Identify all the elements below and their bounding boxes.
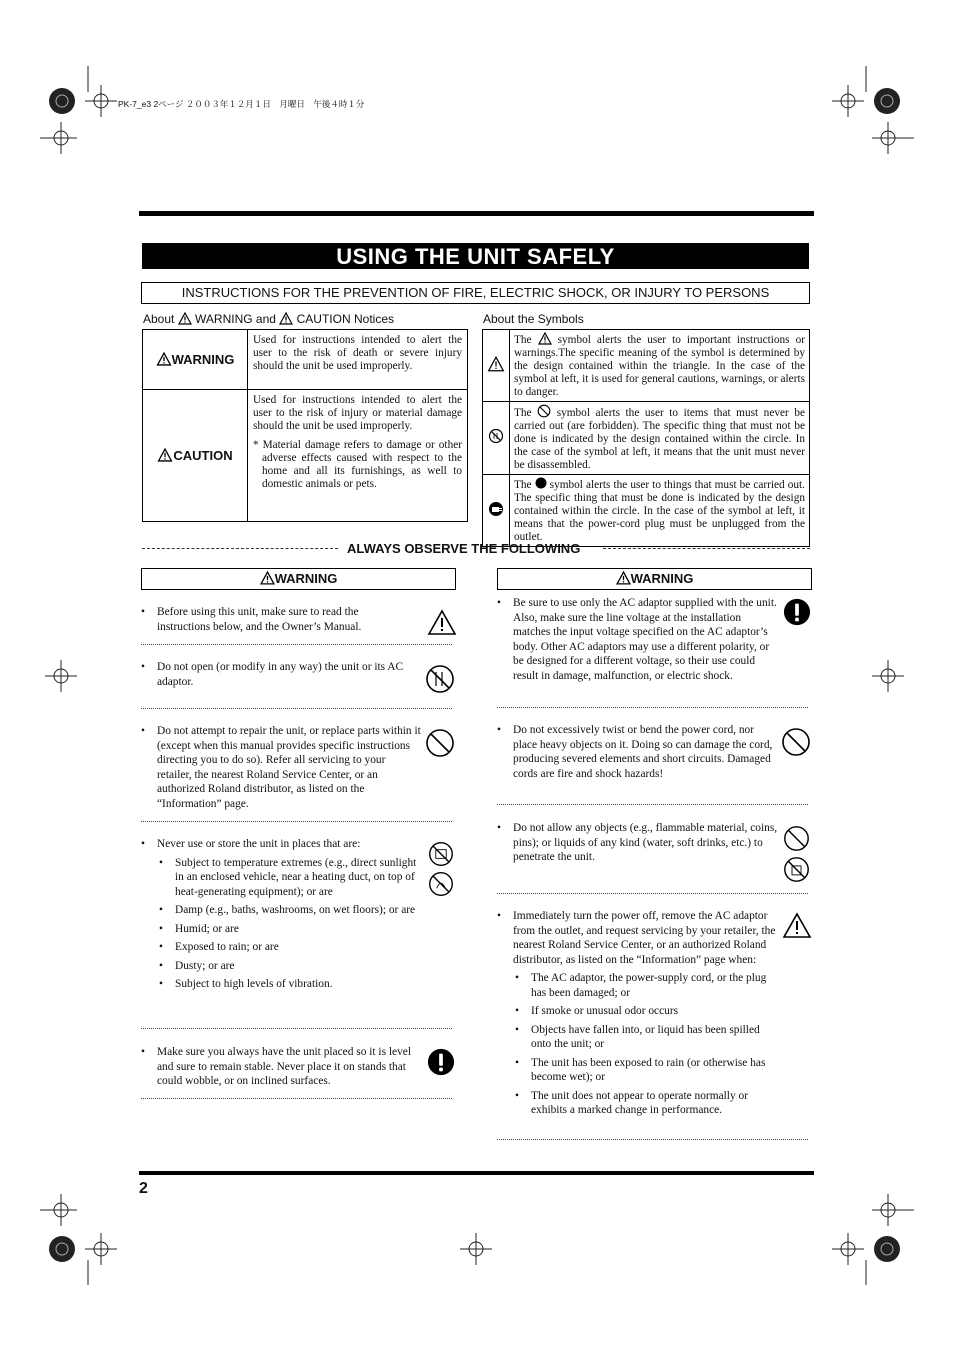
right-item-4 xyxy=(497,909,779,1118)
warning-label-cell xyxy=(143,330,248,390)
symbol-row-2-text xyxy=(510,402,810,475)
right-sub-item xyxy=(515,971,779,1000)
right-item-4-text: Immediately turn the power off, remove the AC adaptor from the outlet, and request servicing by your retailer, the nearest Roland Service Center, or an authorized Roland distributor, as listed on the “Information” page when: xyxy=(513,910,776,966)
caution-triangle-icon xyxy=(427,608,457,638)
prohibited-icon xyxy=(783,825,810,852)
bullet: • xyxy=(515,1005,519,1017)
left-sub-item-text: Dusty; or are xyxy=(175,959,235,972)
mandatory-icon xyxy=(427,1048,455,1076)
notices-heading-about: About xyxy=(143,312,175,326)
left-warning-label: WARNING xyxy=(274,571,338,586)
symbols-table xyxy=(482,329,810,547)
separator xyxy=(141,1028,452,1029)
separator xyxy=(141,1098,452,1099)
left-sub-item-text: Exposed to rain; or are xyxy=(175,941,279,953)
right-item-2-text: Do not excessively twist or bend the power cord, nor place heavy objects on it. Doing so can damage the cord, producing severed elements and short circuits. Damaged cords are fire and shock hazards! xyxy=(513,724,773,780)
left-item-4-text: Never use or store the unit in places that are: xyxy=(157,838,361,850)
job-line: PK-7_e3 2ページ ２００３年１２月１日 月曜日 午後４時１分 xyxy=(118,99,365,109)
right-item-3 xyxy=(497,821,779,865)
left-sub-item-text: Subject to temperature extremes (e.g., direct sunlight in an enclosed vehicle, near a heating duct, on top of heat-generating equipment); or are xyxy=(175,856,417,898)
triangle-icon xyxy=(157,448,173,462)
triangle-icon xyxy=(487,356,505,372)
right-item-1 xyxy=(497,596,779,683)
left-item-3 xyxy=(141,724,421,811)
bullet: • xyxy=(497,597,501,609)
notices-heading-mid: WARNING and xyxy=(195,312,276,326)
bullet: • xyxy=(515,1023,519,1036)
symbol-row-2-pre: The xyxy=(514,407,532,419)
triangle-icon xyxy=(616,571,631,585)
always-observe-heading: ALWAYS OBSERVE THE FOLLOWING xyxy=(347,541,581,556)
caution-label: CAUTION xyxy=(173,447,233,463)
separator xyxy=(497,1139,808,1140)
page-subtitle: INSTRUCTIONS FOR THE PREVENTION OF FIRE, ELECTRIC SHOCK, OR INJURY TO PERSONS xyxy=(141,282,810,304)
no-water-icon xyxy=(428,871,454,897)
right-sub-item-text: The unit does not appear to operate normally or exhibits a marked change in performance. xyxy=(531,1089,748,1116)
bullet: • xyxy=(159,959,163,972)
left-item-3-text: Do not attempt to repair the unit, or replace parts within it (except when this manual provides specific instructions directing you to do so). Refer all servicing to your retailer, the nearest Roland Service Center, or an authorized Roland distributor, as listed on the “Information” page. xyxy=(157,725,421,810)
prohibited-icon xyxy=(425,728,455,758)
symbol-row-1-pre: The xyxy=(514,334,532,346)
triangle-icon xyxy=(178,312,192,325)
right-sub-item xyxy=(515,1089,779,1118)
page-title: USING THE UNIT SAFELY xyxy=(142,243,809,269)
caution-cell xyxy=(248,390,468,522)
caution-description: Used for instructions intended to alert the user to the risk of injury or material damage should the unit be used improperly. xyxy=(253,394,462,432)
no-heat-icon xyxy=(428,841,454,867)
bottom-rule xyxy=(139,1171,814,1175)
right-warning-heading xyxy=(497,568,812,590)
separator xyxy=(141,708,452,709)
bullet: • xyxy=(159,856,163,869)
bullet: • xyxy=(515,1056,519,1069)
top-rule xyxy=(139,211,814,216)
right-item-2 xyxy=(497,723,779,781)
right-item-1-text: Be sure to use only the AC adaptor supplied with the unit. Also, make sure the line voltage at the installation matches the input voltage specified on the AC adaptor’s body. Other AC adaptors may use a different polarity, or be designed for a different voltage, so their use could result in damage, malfunction, or electric shock. xyxy=(513,597,777,682)
symbol-row-2-description: symbol alerts the user to items that must never be carried out (are forbidden). The specific thing that must not be done is indicated by the design contained within the circle. In the case of the symbol at left, it means that the unit must never be disassembled. xyxy=(514,407,805,471)
bullet: • xyxy=(497,822,501,834)
left-sub-item xyxy=(159,903,421,918)
separator xyxy=(497,893,808,894)
left-sub-item xyxy=(159,959,421,974)
page-number: 2 xyxy=(139,1180,148,1197)
prohibited-icon xyxy=(537,404,551,418)
right-sub-item-text: If smoke or unusual odor occurs xyxy=(531,1005,679,1017)
bullet: • xyxy=(159,904,163,916)
symbols-heading: About the Symbols xyxy=(483,312,584,326)
bullet: • xyxy=(159,941,163,953)
bullet: • xyxy=(159,922,163,935)
bullet: • xyxy=(497,910,501,922)
left-item-4 xyxy=(141,837,421,992)
bullet: • xyxy=(159,978,163,990)
warning-description: Used for instructions intended to alert the user to the risk of death or severe injury should the unit be used improperly. xyxy=(248,330,468,390)
bullet: • xyxy=(141,661,145,673)
mandatory-icon xyxy=(783,598,811,626)
filled-circle-icon xyxy=(535,477,547,489)
triangle-icon xyxy=(279,312,293,325)
right-sub-item-text: Objects have fallen into, or liquid has been spilled onto the unit; or xyxy=(531,1023,760,1050)
caution-triangle-icon xyxy=(782,911,812,941)
left-item-5 xyxy=(141,1045,421,1089)
warning-label: WARNING xyxy=(171,351,235,367)
triangle-icon xyxy=(156,352,172,366)
left-item-2-text: Do not open (or modify in any way) the unit or its AC adaptor. xyxy=(157,661,404,688)
no-disassemble-icon xyxy=(488,428,504,444)
left-warning-heading xyxy=(141,568,456,590)
bullet: • xyxy=(141,606,145,618)
left-sub-item xyxy=(159,977,421,992)
bullet: • xyxy=(141,1046,145,1058)
no-disassemble-icon xyxy=(425,664,455,694)
no-liquid-icon xyxy=(783,856,810,883)
symbol-row-3-icon xyxy=(483,475,510,547)
symbol-row-3-pre: The xyxy=(514,479,532,491)
notices-heading xyxy=(143,312,394,326)
right-sub-item-text: The unit has been exposed to rain (or otherwise has become wet); or xyxy=(531,1056,766,1083)
symbol-row-3-text xyxy=(510,475,810,547)
bullet: • xyxy=(497,724,501,736)
bullet: • xyxy=(515,1089,519,1102)
left-sub-item xyxy=(159,940,421,955)
left-sub-item-text: Damp (e.g., baths, washrooms, on wet floors); or are xyxy=(175,904,416,916)
left-sub-item-text: Subject to high levels of vibration. xyxy=(175,978,333,990)
left-item-1-text: Before using this unit, make sure to read the instructions below, and the Owner’s Manual. xyxy=(157,606,362,633)
symbol-row-3-description: symbol alerts the user to things that must be carried out. The specific thing that must be done is indicated by the design contained within the circle. In the case of the symbol at left, it means that the power-cord plug must be unplugged from the outlet. xyxy=(514,479,806,543)
left-item-1 xyxy=(141,605,411,634)
triangle-icon xyxy=(538,332,552,345)
left-item-5-text: Make sure you always have the unit placed so it is level and sure to remain stable. Never place it on stands that could wobble, or on inclined surfaces. xyxy=(157,1046,412,1087)
divider-right xyxy=(603,548,810,549)
bullet: • xyxy=(141,838,145,850)
bullet: • xyxy=(141,725,145,737)
triangle-icon xyxy=(260,571,275,585)
notices-heading-end: CAUTION Notices xyxy=(296,312,394,326)
notices-table xyxy=(142,329,468,522)
right-item-3-text: Do not allow any objects (e.g., flammable material, coins, pins); or liquids of any kind (water, soft drinks, etc.) to penetrate the unit. xyxy=(513,822,778,863)
left-sub-item xyxy=(159,922,421,937)
separator xyxy=(497,707,808,708)
right-sub-item-text: The AC adaptor, the power-supply cord, or the plug has been damaged; or xyxy=(531,972,767,999)
left-sub-item-text: Humid; or are xyxy=(175,922,239,935)
left-item-2 xyxy=(141,660,421,689)
separator xyxy=(141,644,452,645)
symbol-row-1-icon xyxy=(483,330,510,402)
caution-note: * Material damage refers to damage or other adverse effects caused with respect to the home and all its furnishings, as well to domestic animals or pets. xyxy=(253,439,462,490)
right-sub-item xyxy=(515,1004,779,1019)
separator xyxy=(497,804,808,805)
right-warning-label: WARNING xyxy=(630,571,694,586)
left-sub-item xyxy=(159,856,421,900)
caution-label-cell xyxy=(143,390,248,522)
divider-left xyxy=(142,548,338,549)
right-sub-item xyxy=(515,1056,779,1085)
symbol-row-1-description: symbol alerts the user to important instructions or warnings.The specific meaning of the symbol is determined by the design contained within the triangle. In the case of the symbol at left, it is used for general cautions, warnings, or alerts to danger. xyxy=(514,334,805,398)
unplug-icon xyxy=(488,501,504,517)
symbol-row-1-text xyxy=(510,330,810,402)
right-sub-item xyxy=(515,1023,779,1052)
bullet: • xyxy=(515,972,519,984)
prohibited-icon xyxy=(781,727,811,757)
symbol-row-2-icon xyxy=(483,402,510,475)
separator xyxy=(141,821,452,822)
